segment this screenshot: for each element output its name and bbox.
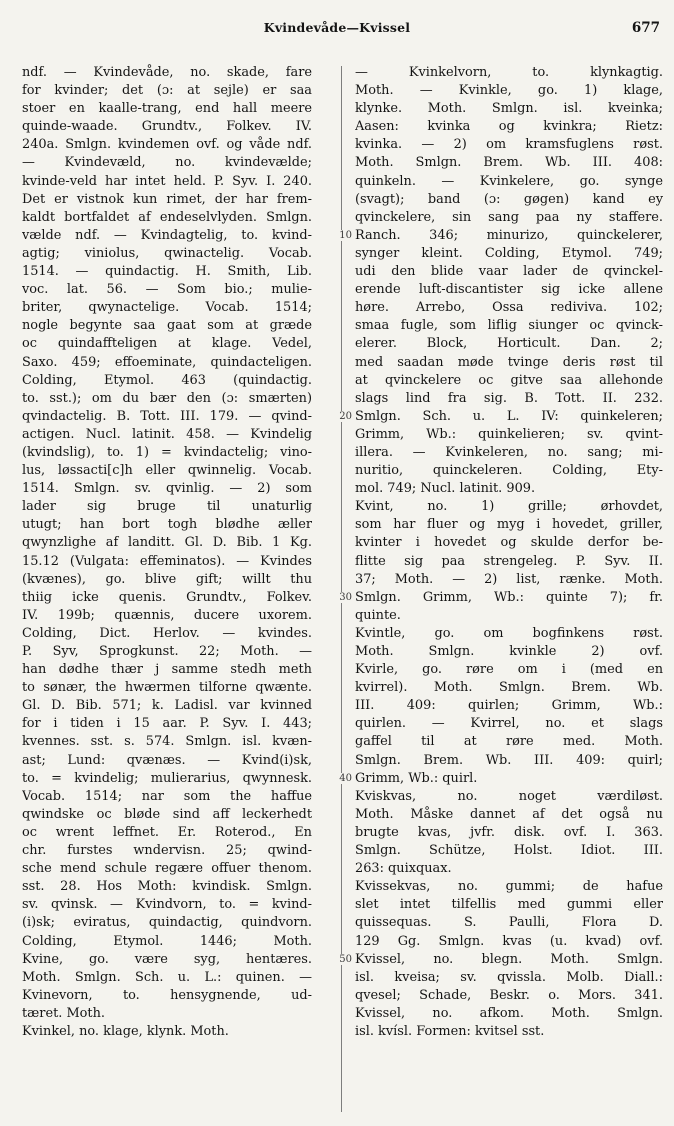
right-column-line: quinte. — [355, 607, 401, 623]
left-column-line: actigen. Nucl. latinit. 458. — Kvindelig — [22, 426, 312, 442]
right-column-line: (svagt); band (ɔ: gøgen) kand ey — [355, 191, 663, 207]
right-column-line: — Kvinkelvorn, to. klynkagtig. — [355, 65, 663, 80]
right-column-line: Moth. Smlgn. kvinkle 2) ovf. — [355, 644, 663, 659]
right-column-line: Kvint, no. 1) grille; ørhovdet, — [355, 499, 663, 515]
right-column-line: Moth. Måske dannet af det også nu — [355, 806, 663, 822]
right-column-line: udi den blide vaar lader de qvinckel- — [355, 264, 663, 280]
left-column-line: kvennes. sst. s. 574. Smlgn. isl. kvæn- — [22, 734, 312, 750]
right-column-line: kvinka. — 2) om kramsfuglens røst. — [355, 137, 663, 153]
right-column-line: gaffel til at røre med. Moth. — [355, 734, 663, 750]
page-header — [0, 20, 674, 42]
left-column-line: Kvinevorn, to. hensygnende, ud- — [22, 987, 312, 1003]
right-column-line: 37; Moth. — 2) list, rænke. Moth. — [355, 571, 663, 587]
right-column-line: quirlen. — Kvirrel, no. et slags — [355, 716, 663, 732]
right-column-line: brugte kvas, jvfr. disk. ovf. I. 363. — [355, 824, 663, 840]
left-column-line: briter, qwynactelige. Vocab. 1514; — [22, 300, 312, 316]
right-column-line: qvesel; Schade, Beskr. o. Mors. 341. — [355, 987, 663, 1003]
left-column-line: Colding, Etymol. 1446; Moth. — [22, 933, 312, 949]
right-column-line: mol. 749; Nucl. latinit. 909. — [355, 481, 536, 497]
right-column-line: qvinckelere, sin sang paa ny staffere. — [355, 209, 663, 225]
line-number-marker: 10 — [330, 230, 352, 241]
left-column-line: han dødhe thær j samme stedh meth — [22, 662, 312, 678]
right-column-line: quinkeln. — Kvinkelere, go. synge — [355, 173, 663, 189]
right-column-line: slet intet tilfellis med gummi eller — [355, 897, 663, 913]
right-column-line: elerer. Block, Horticult. Dan. 2; — [355, 336, 663, 352]
left-column-line: Colding, Dict. Herlov. — kvindes. — [22, 625, 312, 641]
right-column-line: Kvirle, go. røre om i (med en — [355, 662, 663, 678]
left-column-line: voc. lat. 56. — Som bio.; mulie- — [22, 282, 312, 298]
left-column-line: ndf. — Kvindevåde, no. skade, fare — [22, 65, 312, 80]
left-column-line: lus, løssacti[c]h eller qwinnelig. Vocab. — [22, 463, 312, 479]
left-column-line: (i)sk; eviratus, quindactig, quindvorn. — [22, 915, 312, 931]
left-column-line: stoer en kaalle-trang, end hall meere — [22, 101, 312, 117]
left-column-line: agtig; viniolus, qwinactelig. Vocab. — [22, 245, 312, 261]
right-column-line: Kvintle, go. om bogfinkens røst. — [355, 625, 663, 641]
right-column-line: Kviskvas, no. noget værdiløst. — [355, 788, 663, 804]
right-column-line: nuritio, quinckeleren. Colding, Ety- — [355, 463, 663, 479]
right-column-line: smaa fugle, som liflig siunger oc qvinck- — [355, 318, 663, 334]
left-column-line: Colding, Etymol. 463 (quindactig. — [22, 372, 312, 388]
left-column-line: (kvindslig), to. 1) = kvindactelig; vino- — [22, 444, 312, 460]
right-column-line: III. 409: quirlen; Grimm, Wb.: — [355, 698, 663, 714]
left-column-line: 1514. — quindactig. H. Smith, Lib. — [22, 264, 312, 280]
right-column-line: Smlgn. Brem. Wb. III. 409: quirl; — [355, 752, 663, 768]
line-number-marker: 30 — [330, 592, 352, 603]
right-column-line: høre. Arrebo, Ossa rediviva. 102; — [355, 300, 663, 316]
left-column — [22, 64, 312, 1120]
right-column-line: med saadan møde tvinge deris røst til — [355, 354, 663, 370]
right-column-line: synger kleint. Colding, Etymol. 749; — [355, 245, 663, 261]
left-column-line: P. Syv, Sprogkunst. 22; Moth. — — [22, 644, 312, 659]
right-column-line: isl. kveisa; sv. qvissla. Molb. Diall.: — [355, 969, 663, 985]
right-column-line: Aasen: kvinka og kvinkra; Rietz: — [355, 119, 663, 135]
right-column — [355, 64, 663, 1120]
right-column-line: Grimm, Wb.: quirl. — [355, 770, 478, 786]
left-column-line: Vocab. 1514; nar som the haffue — [22, 788, 312, 804]
left-column-line: for i tiden i 15 aar. P. Syv. I. 443; — [22, 716, 312, 732]
right-column-line: kvirrel). Moth. Smlgn. Brem. Wb. — [355, 680, 663, 696]
left-column-line: nogle begynte saa gaat som at græde — [22, 318, 312, 334]
left-column-line: Kvinkel, no. klage, klynk. Moth. — [22, 1023, 229, 1039]
left-column-line: sst. 28. Hos Moth: kvindisk. Smlgn. — [22, 879, 312, 895]
right-column-line: Kvissekvas, no. gummi; de hafue — [355, 879, 663, 895]
left-column-line: IV. 199b; quænnis, ducere uxorem. — [22, 607, 312, 623]
left-column-line: Kvine, go. være syg, hentæres. — [22, 951, 312, 967]
page-number: 677 — [631, 20, 660, 36]
left-column-line: thiig icke quenis. Grundtv., Folkev. — [22, 589, 312, 605]
right-column-line: klynke. Moth. Smlgn. isl. kveinka; — [355, 101, 663, 117]
right-column-line: flitte sig paa strengeleg. P. Syv. II. — [355, 553, 663, 569]
right-column-line: erende luft-discantister sig icke allene — [355, 282, 663, 298]
left-column-line: to. = kvindelig; mulierarius, qwynnesk. — [22, 770, 312, 786]
right-column-line: illera. — Kvinkeleren, no. sang; mi- — [355, 444, 663, 460]
left-column-line: Saxo. 459; effoeminate, quindacteligen. — [22, 354, 312, 370]
right-column-line: Moth. Smlgn. Brem. Wb. III. 408: — [355, 155, 663, 171]
left-column-line: for kvinder; det (ɔ: at sejle) er saa — [22, 83, 312, 99]
left-column-line: to. sst.); om du bær den (ɔ: smærten) — [22, 390, 312, 406]
line-number-marker: 40 — [330, 773, 352, 784]
left-column-line: kaldt bortfaldet af endeselvlyden. Smlgn. — [22, 209, 312, 225]
left-column-line: utugt; han bort togh blødhe æller — [22, 517, 312, 533]
left-column-line: to sønær, the hwærmen tilforne qwænte. — [22, 680, 312, 696]
right-column-line: Smlgn. Sch. u. L. IV: quinkeleren; — [355, 408, 663, 424]
right-column-line: isl. kvísl. Formen: kvitsel sst. — [355, 1023, 545, 1039]
left-column-line: oc wrent leffnet. Er. Roterod., En — [22, 824, 312, 840]
left-column-line: vælde ndf. — Kvindagtelig, to. kvind- — [22, 227, 312, 243]
left-column-line: Gl. D. Bib. 571; k. Ladisl. var kvinned — [22, 698, 312, 714]
left-column-line: — Kvindevæld, no. kvindevælde; — [22, 155, 312, 171]
right-column-line: quissequas. S. Paulli, Flora D. — [355, 915, 663, 931]
right-column-line: slags lind fra sig. B. Tott. II. 232. — [355, 390, 663, 406]
right-column-line: som har fluer og myg i hovedet, griller, — [355, 517, 663, 533]
left-column-line: qwynzlighe af landitt. Gl. D. Bib. 1 Kg. — [22, 535, 312, 551]
right-column-line: Smlgn. Schütze, Holst. Idiot. III. — [355, 843, 663, 859]
left-column-line: qwindske oc bløde sind aff leckerhedt — [22, 806, 312, 822]
left-column-line: chr. furstes wndervisn. 25; qwind- — [22, 843, 312, 859]
left-column-line: sche mend schule regære offuer thenom. — [22, 861, 312, 877]
left-column-line: 1514. Smlgn. sv. qvinlig. — 2) som — [22, 481, 312, 497]
right-column-line: 263: quixquax. — [355, 861, 452, 877]
left-column-line: 15.12 (Vulgata: effeminatos). — Kvindes — [22, 553, 312, 569]
right-column-line: at qvinckelere oc gitve saa allehonde — [355, 372, 663, 388]
left-column-line: (kvænes), go. blive gift; willt thu — [22, 571, 312, 587]
right-column-line: 129 Gg. Smlgn. kvas (u. kvad) ovf. — [355, 933, 663, 949]
left-column-line: Det er vistnok kun rimet, der har frem- — [22, 191, 312, 207]
right-column-line: Kvissel, no. afkom. Moth. Smlgn. — [355, 1005, 663, 1021]
left-column-line: quinde-waade. Grundtv., Folkev. IV. — [22, 119, 312, 135]
line-number-marker: 20 — [330, 411, 352, 422]
right-column-line: Grimm, Wb.: quinkelieren; sv. qvint- — [355, 426, 663, 442]
left-column-line: Moth. Smlgn. Sch. u. L.: quinen. — — [22, 969, 312, 985]
running-head: Kvindevåde—Kvissel — [263, 20, 411, 35]
left-column-line: sv. qvinsk. — Kvindvorn, to. = kvind- — [22, 897, 312, 913]
right-column-line: Ranch. 346; minurizo, quinckelerer, — [355, 227, 663, 243]
right-column-line: Smlgn. Grimm, Wb.: quinte 7); fr. — [355, 589, 663, 605]
line-number-marker: 50 — [330, 954, 352, 965]
left-column-line: oc quindaffteligen at klage. Vedel, — [22, 336, 312, 352]
left-column-line: kvinde-veld har intet held. P. Syv. I. 240. — [22, 173, 312, 189]
left-column-line: 240a. Smlgn. kvindemen ovf. og våde ndf. — [22, 137, 312, 153]
left-column-line: qvindactelig. B. Tott. III. 179. — qvind- — [22, 408, 312, 424]
right-column-line: Moth. — Kvinkle, go. 1) klage, — [355, 83, 663, 99]
right-column-line: Kvissel, no. blegn. Moth. Smlgn. — [355, 951, 663, 967]
left-column-line: tæret. Moth. — [22, 1005, 106, 1021]
left-column-line: lader sig bruge til unaturlig — [22, 499, 312, 515]
right-column-line: kvinter i hovedet og skulde derfor be- — [355, 535, 663, 551]
left-column-line: ast; Lund: qvænæs. — Kvind(i)sk, — [22, 752, 312, 768]
